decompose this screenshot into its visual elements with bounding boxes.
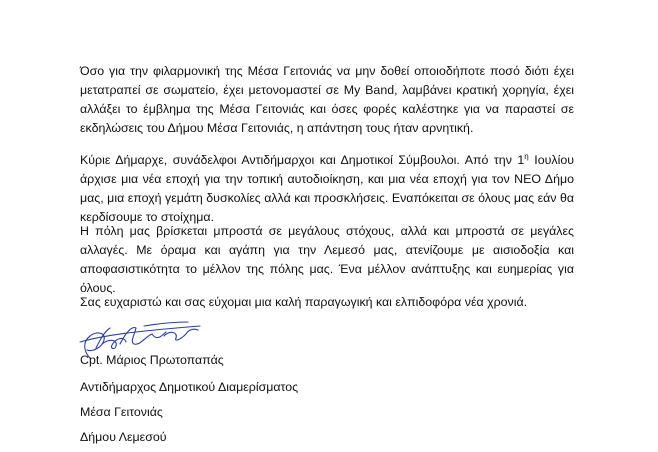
letter-paragraph-3: Η πόλη μας βρίσκεται μπροστά σε μεγάλους στόχους, αλλά και μπροστά σε μεγάλες αλλαγές. Με όραμα και αγάπη για την Λεμεσό μας, ατενίζουμε με αισιοδοξία και αποφασιστικότητα το μέλλον της πόλης μας. Ένα μέλλον ανάπτυξης και ευημερίας για όλους. xyxy=(80,224,574,295)
paragraph-2-text-before-date: Κύριε Δήμαρχε, συνάδελφοι Αντιδήμαρχοι και Δημοτικοί Σύμβουλοι. Από την 1 xyxy=(80,153,525,167)
signatory-district: Μέσα Γειτονιάς xyxy=(80,405,163,419)
ordinal-superscript: η xyxy=(524,151,529,161)
signatory-municipality: Δήμου Λεμεσού xyxy=(80,430,167,444)
paragraph-2-text-after-date: Ιουλίου άρχισε μια νέα εποχή για την τοπική αυτοδιοίκηση, και μια νέα εποχή για τον ΝΕΟ Δήμο μας, μια εποχή γεμάτη δυσκολίες αλλά και προσκλήσεις. Εναπόκειται σε όλους μας εάν θα κερδίσουμε το στοίχημα. xyxy=(80,153,574,224)
signatory-title: Αντιδήμαρχος Δημοτικού Διαμερίσματος xyxy=(80,380,299,394)
letter-closing: Σας ευχαριστώ και σας εύχομαι μια καλή παραγωγική και ελπιδοφόρα νέα χρονιά. xyxy=(80,295,528,309)
letter-paragraph-1: Όσο για την φιλαρμονική της Μέσα Γειτονιάς να μην δοθεί οποιοδήποτε ποσό διότι έχει μετατραπεί σε σωματείο, έχει μετονομαστεί σε My Band, λαμβάνει κρατική χορηγία, έχει αλλάξει το έμβλημα της Μέσα Γειτονιάς και όσες φορές καλέστηκε για να παραστεί σε εκδηλώσεις του Δήμου Μέσα Γειτονιάς, η απάντηση τους ήταν αρνητική. xyxy=(80,64,574,135)
letter-paragraph-2 xyxy=(80,151,574,227)
signatory-name: Cpt. Μάριος Πρωτοπαπάς xyxy=(80,353,224,367)
